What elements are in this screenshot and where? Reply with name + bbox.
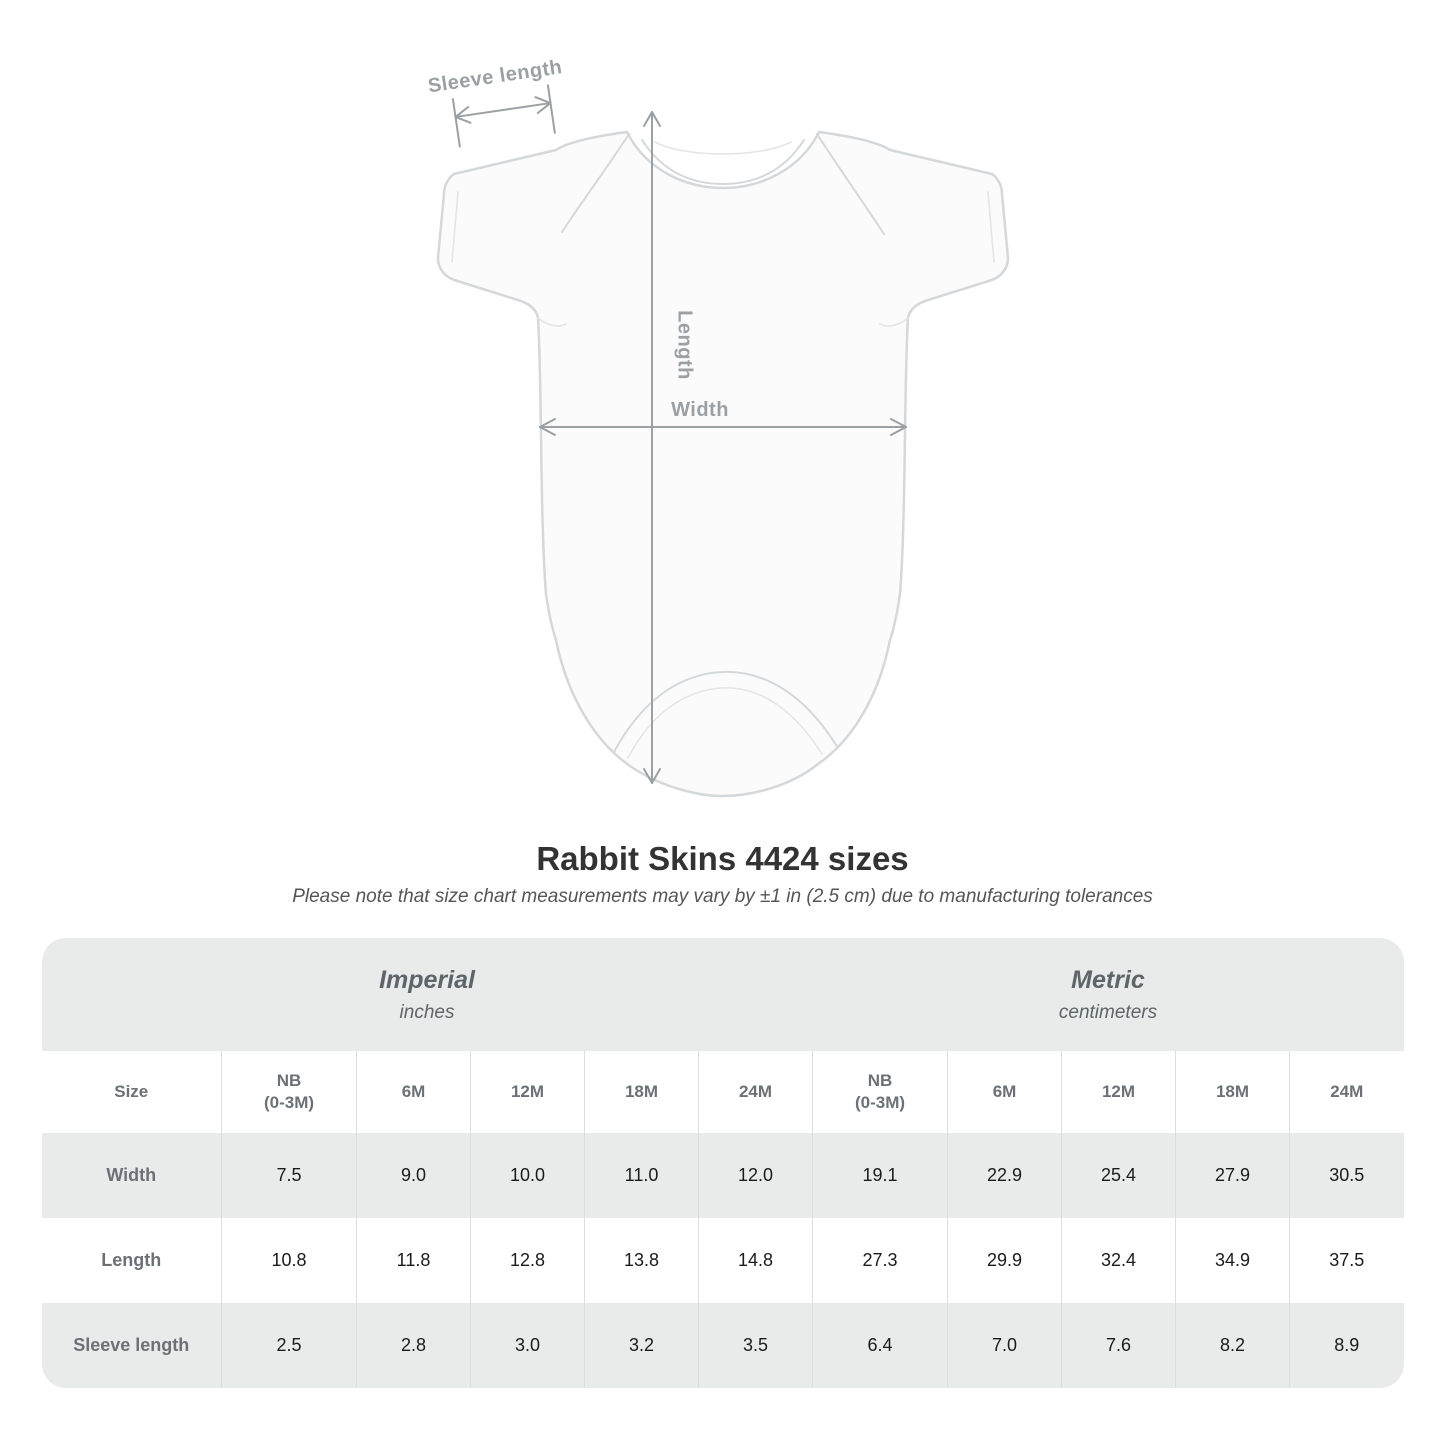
value-cell: 8.9 [1290, 1303, 1404, 1388]
size-header-cell: 12M [471, 1051, 585, 1133]
value-cell: 7.6 [1062, 1303, 1176, 1388]
size-header-cell: 18M [585, 1051, 699, 1133]
table-row-width [42, 1133, 1404, 1218]
value-cell: 8.2 [1176, 1303, 1290, 1388]
value-cell: 2.5 [222, 1303, 357, 1388]
metric-label: Metric [1071, 965, 1145, 994]
size-header-cell: 6M [357, 1051, 471, 1133]
sleeve-length-annotation [427, 56, 572, 150]
value-cell: 19.1 [813, 1133, 948, 1218]
size-header-cell: 12M [1062, 1051, 1176, 1133]
size-sub: (0-3M) [263, 1093, 315, 1112]
table-row-length [42, 1218, 1404, 1303]
size-header-cell: 6M [948, 1051, 1062, 1133]
size-name: NB [867, 1070, 893, 1090]
value-cell: 13.8 [585, 1218, 699, 1303]
row-label: Sleeve length [73, 1335, 190, 1355]
size-chart [42, 938, 1404, 1388]
value-cell: 10.0 [471, 1133, 585, 1218]
back-collar-seam [655, 142, 791, 154]
value-cell: 9.0 [357, 1133, 471, 1218]
size-header-cell: 24M [1290, 1051, 1404, 1133]
page-subtitle: Please note that size chart measurements may vary by ±1 in (2.5 cm) due to manufacturing tolerances [292, 886, 1153, 907]
length-label: Length [673, 310, 696, 380]
size-header-cell: 24M [699, 1051, 813, 1133]
value-cell: 2.8 [357, 1303, 471, 1388]
value-cell: 7.0 [948, 1303, 1062, 1388]
unit-header-imperial [42, 938, 813, 1051]
imperial-unit: inches [399, 1001, 455, 1023]
width-label: Width [671, 399, 729, 421]
value-cell: 12.8 [471, 1218, 585, 1303]
table-row-sleeve-length [42, 1303, 1404, 1388]
value-cell: 11.8 [357, 1218, 471, 1303]
value-cell: 32.4 [1062, 1218, 1176, 1303]
value-cell: 3.2 [585, 1303, 699, 1388]
value-cell: 27.3 [813, 1218, 948, 1303]
row-label: Width [106, 1165, 157, 1185]
onesie-illustration [438, 132, 1008, 796]
size-header-row [42, 1051, 1404, 1133]
value-cell: 30.5 [1290, 1133, 1404, 1218]
size-sub: (0-3M) [854, 1093, 906, 1112]
value-cell: 34.9 [1176, 1218, 1290, 1303]
value-cell: 29.9 [948, 1218, 1062, 1303]
sleeve-length-label: Sleeve length [426, 56, 564, 98]
value-cell: 37.5 [1290, 1218, 1404, 1303]
value-cell: 7.5 [222, 1133, 357, 1218]
value-cell: 12.0 [699, 1133, 813, 1218]
value-cell: 10.8 [222, 1218, 357, 1303]
size-name: NB [276, 1070, 302, 1090]
size-header-cell [222, 1051, 357, 1133]
value-cell: 6.4 [813, 1303, 948, 1388]
value-cell: 27.9 [1176, 1133, 1290, 1218]
size-table [42, 1051, 1404, 1388]
value-cell: 3.5 [699, 1303, 813, 1388]
unit-header-band [42, 938, 1404, 1051]
value-cell: 11.0 [585, 1133, 699, 1218]
size-header-cell [813, 1051, 948, 1133]
size-column-header: Size [114, 1081, 149, 1101]
size-header-cell: 18M [1176, 1051, 1290, 1133]
unit-header-metric [813, 938, 1404, 1051]
value-cell: 22.9 [948, 1133, 1062, 1218]
page-title: Rabbit Skins 4424 sizes [536, 840, 909, 877]
row-label: Length [101, 1250, 162, 1270]
metric-unit: centimeters [1058, 1001, 1158, 1023]
value-cell: 25.4 [1062, 1133, 1176, 1218]
imperial-label: Imperial [379, 965, 475, 994]
value-cell: 3.0 [471, 1303, 585, 1388]
value-cell: 14.8 [699, 1218, 813, 1303]
